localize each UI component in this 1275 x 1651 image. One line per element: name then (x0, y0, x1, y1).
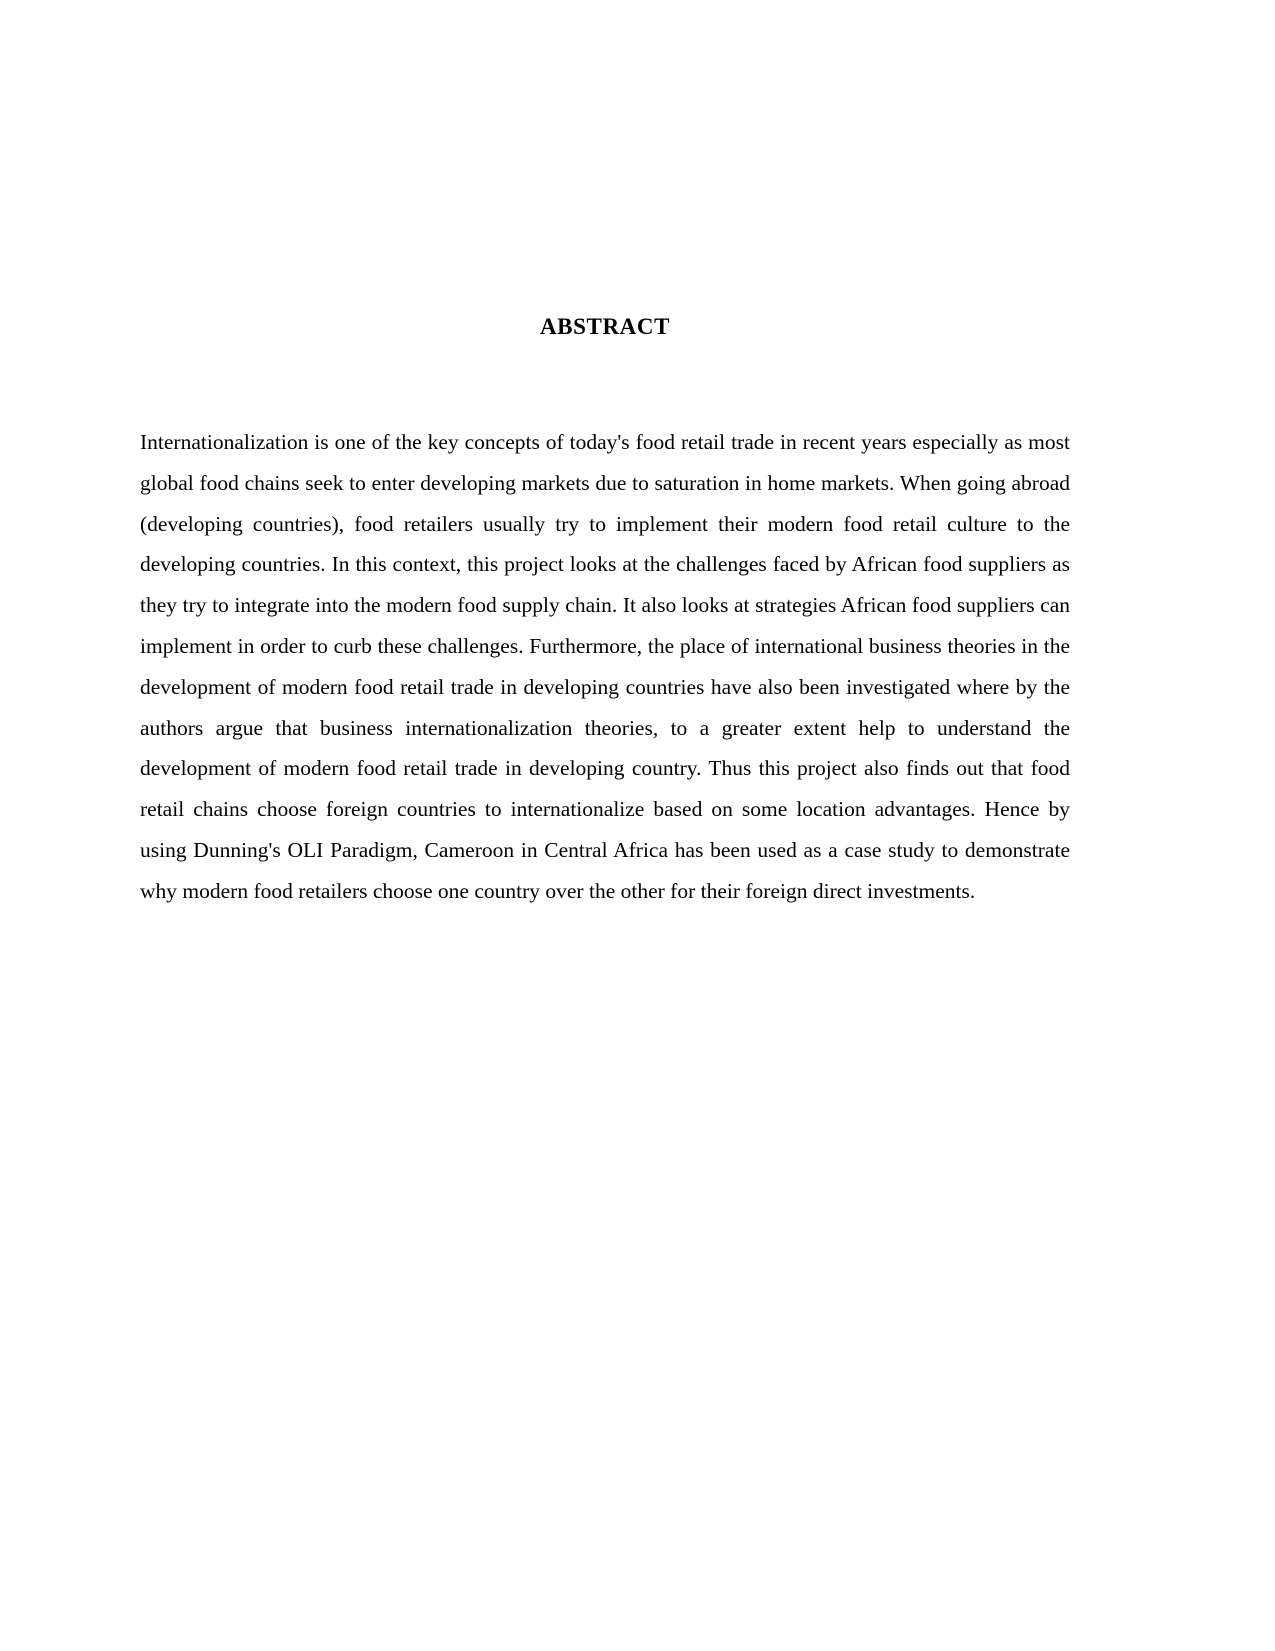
abstract-paragraph: Internationalization is one of the key concepts of today's food retail trade in recent years especially as most global food chains seek to enter developing markets due to saturation in home markets. When going abroad (developing countries), food retailers usually try to implement their modern food retail culture to the developing countries. In this context, this project looks at the challenges faced by African food suppliers as they try to integrate into the modern food supply chain. It also looks at strategies African food suppliers can implement in order to curb these challenges. Furthermore, the place of international business theories in the development of modern food retail trade in developing countries have also been investigated where by the authors argue that business internationalization theories, to a greater extent help to understand the development of modern food retail trade in developing country. Thus this project also finds out that food retail chains choose foreign countries to internationalize based on some location advantages. Hence by using Dunning's OLI Paradigm, Cameroon in Central Africa has been used as a case study to demonstrate why modern food retailers choose one country over the other for their foreign direct investments. (140, 430, 1076, 903)
page-title: ABSTRACT (539, 314, 671, 339)
